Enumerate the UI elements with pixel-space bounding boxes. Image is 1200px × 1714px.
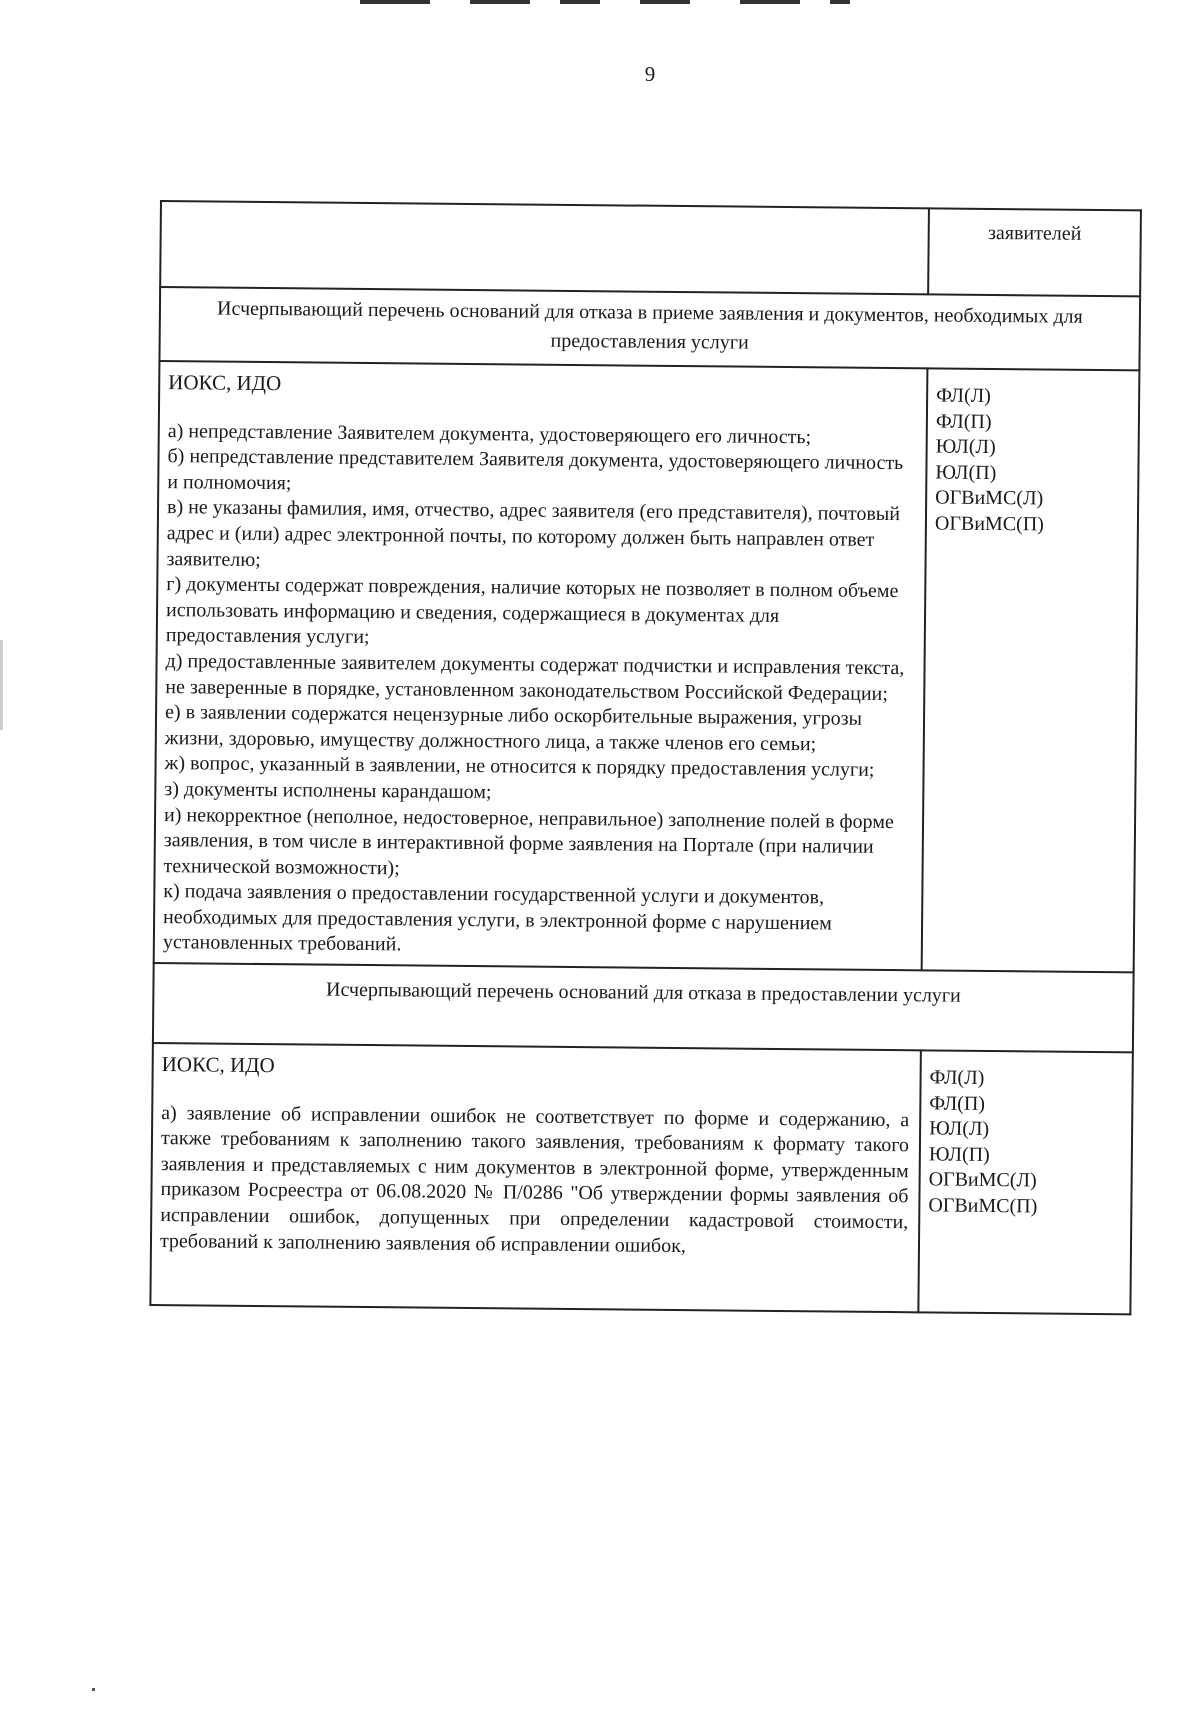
ground-item: з) документы исполнены карандашом; xyxy=(164,777,492,804)
scan-edge-mark xyxy=(470,0,530,4)
ground-item: к) подача заявления о предоставлении государственной услуги и документов, необходимых для предоставления услуги, в электронной форме с нарушением установленных требований. xyxy=(162,880,832,956)
section2-applicants-cell xyxy=(918,1050,1133,1314)
applicant-code: ЮЛ(П) xyxy=(928,1143,990,1166)
scan-edge-mark xyxy=(560,0,600,4)
section1-grounds-cell xyxy=(154,361,928,970)
scan-edge-mark xyxy=(640,0,690,4)
section2-content-row xyxy=(150,1043,1132,1314)
section2-grounds-cell xyxy=(150,1043,920,1312)
ground-item: и) некорректное (неполное, недостоверное, неправильное) заполнение полей в форме заявления, в том числе в интерактивной форме заявления на Портале (при наличии технической возможности); xyxy=(163,803,894,880)
section1-category: ИОКС, ИДО xyxy=(168,370,282,396)
scan-shadow xyxy=(0,640,3,730)
applicant-code: ФЛ(П) xyxy=(935,410,992,433)
applicant-code: ЮЛ(Л) xyxy=(935,435,996,459)
section1-content-row xyxy=(154,361,1140,972)
section1-title: Исчерпывающий перечень оснований для отказа в приеме заявления и документов, необходимых для предоставления услуги xyxy=(159,287,1140,370)
section2-title-row xyxy=(153,963,1134,1052)
table-header-row xyxy=(160,201,1141,296)
ground-item: в) не указаны фамилия, имя, отчество, адрес заявителя (его представителя), почтовый адрес и (или) адрес электронной почты, по которому должен быть направлен ответ заявителю; xyxy=(166,496,901,571)
header-empty-cell xyxy=(160,201,929,294)
applicants-header-cell: заявителей xyxy=(928,208,1141,296)
ground-item: б) непредставление представителем Заявителя документа, удостоверяющего личность и полномочия; xyxy=(167,445,904,495)
applicant-code: ОГВиМС(П) xyxy=(934,512,1044,536)
ground-item: а) непредставление Заявителем документа, удостоверяющего его личность; xyxy=(167,419,812,448)
applicant-code: ОГВиМС(Л) xyxy=(928,1168,1037,1192)
page-number: 9 xyxy=(644,62,656,86)
grounds-table xyxy=(149,200,1142,1315)
applicant-code: ФЛ(Л) xyxy=(929,1066,985,1090)
ground-item: а) заявление об исправлении ошибок не соответствует по форме и содержанию, а также требованиям к заполнению такого заявления, требованиям к формату такого заявления и представляемых с ним документов в электронной форме, утвержденным приказом Росреестра от 06.08.2020 № П/0286 "Об утверждении формы заявления об исправлении ошибок, допущенных при определении кадастровой стоимости, требований к заполнению заявления об исправлении ошибок, xyxy=(159,1101,910,1257)
applicant-code: ОГВиМС(П) xyxy=(928,1194,1038,1218)
scan-edge-mark xyxy=(360,0,430,4)
ground-item: е) в заявлении содержатся нецензурные либо оскорбительные выражения, угрозы жизни, здоровью, имуществу должностного лица, а также членов его семьи; xyxy=(164,701,863,756)
scan-speck xyxy=(92,1688,95,1691)
applicant-code: ЮЛ(Л) xyxy=(929,1117,990,1141)
section2-category: ИОКС, ИДО xyxy=(161,1052,275,1078)
ground-item: г) документы содержат повреждения, наличие которых не позволяет в полном объеме использовать информацию и сведения, содержащиеся в документах для предоставления услуги; xyxy=(165,573,899,649)
section1-title-row xyxy=(159,287,1140,370)
scan-edge-mark xyxy=(740,0,800,4)
applicant-code: ФЛ(П) xyxy=(929,1092,986,1115)
applicant-code: ОГВиМС(Л) xyxy=(935,486,1044,510)
ground-item: ж) вопрос, указанный в заявлении, не относится к порядку предоставления услуги; xyxy=(164,752,875,782)
ground-item: д) предоставленные заявителем документы содержат подчистки и исправления текста, не заверенные в порядке, установленном законодательством Российской Федерации; xyxy=(165,650,905,705)
applicant-code: ФЛ(Л) xyxy=(936,384,992,407)
applicant-code: ЮЛ(П) xyxy=(935,461,997,484)
section1-applicants-cell xyxy=(922,368,1140,972)
scan-edge-mark xyxy=(830,0,850,4)
section2-title: Исчерпывающий перечень оснований для отказа в предоставлении услуги xyxy=(153,963,1134,1052)
